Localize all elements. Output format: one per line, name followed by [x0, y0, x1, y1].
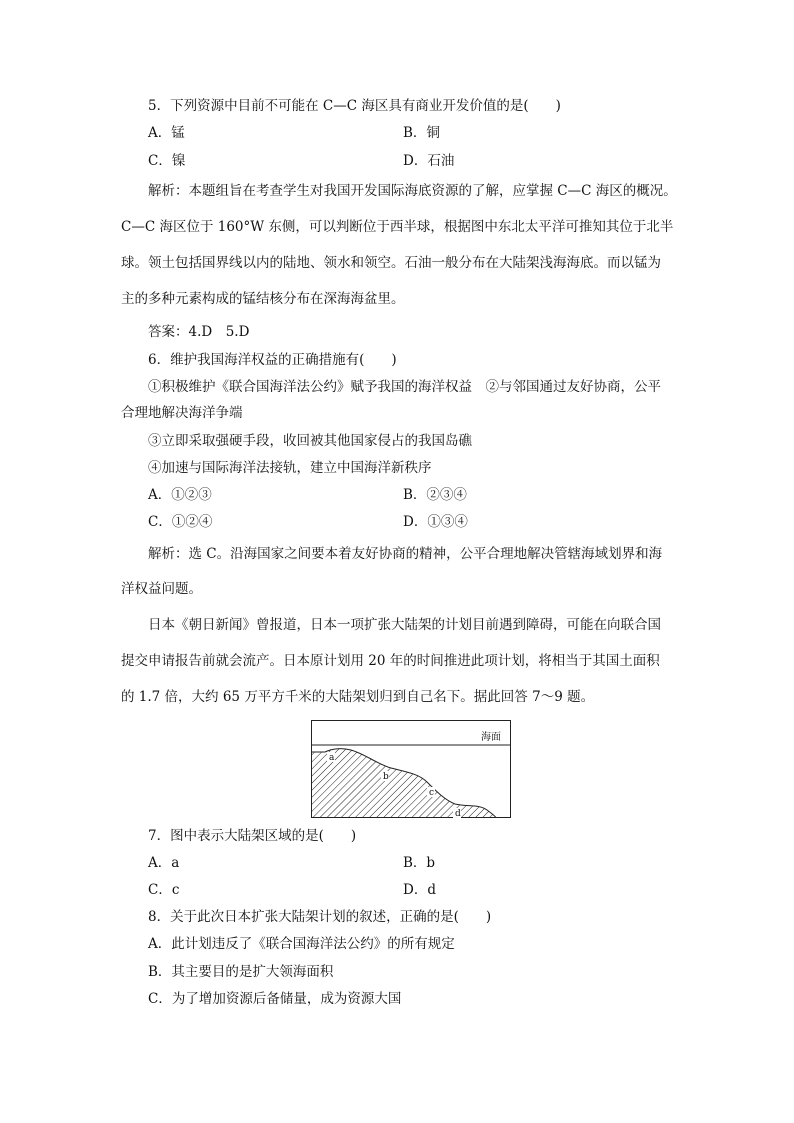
q5-option-b: B．铜 — [403, 125, 440, 141]
q6-item-1-cont: 合理地解决海洋争端 — [121, 405, 243, 421]
q8-option-b: B．其主要目的是扩大领海面积 — [148, 964, 334, 980]
q6-item-3: ③立即采取强硬手段，收回被其他国家侵占的我国岛礁 — [148, 433, 472, 449]
q6-item-4: ④加速与国际海洋法接轨，建立中国海洋新秩序 — [148, 460, 432, 476]
q8-option-a: A．此计划违反了《联合国海洋法公约》的所有规定 — [148, 936, 455, 952]
q5-option-c: C．镍 — [148, 153, 186, 169]
q5-stem: 5．下列资源中目前不可能在 C—C 海区具有商业开发价值的是( ) — [148, 98, 561, 114]
label-a: a — [329, 753, 335, 763]
q6-option-d: D．①③④ — [403, 514, 468, 530]
material-line-1: 日本《朝日新闻》曾报道，日本一项扩张大陆架的计划目前遇到障碍，可能在向联合国 — [148, 617, 661, 633]
q5-option-a: A．锰 — [148, 125, 185, 141]
q6-item-1: ①积极维护《联合国海洋法公约》赋予我国的海洋权益 ②与邻国通过友好协商，公平 — [148, 379, 661, 395]
q7-option-d: D．d — [403, 882, 436, 898]
analysis5-line-1: 解析：本题组旨在考查学生对我国开发国际海底资源的了解，应掌握 C—C 海区的概况。 — [148, 183, 677, 199]
q6-option-c: C．①②④ — [148, 514, 213, 530]
analysis5-line-2: C—C 海区位于 160°W 东侧，可以判断位于西半球，根据图中东北太平洋可推知其位于北半 — [121, 219, 674, 235]
analysis5-line-4: 主的多种元素构成的锰结核分布在深海海盆里。 — [121, 291, 405, 307]
q5-option-d: D．石油 — [403, 153, 455, 169]
q6-stem: 6．维护我国海洋权益的正确措施有( ) — [148, 352, 397, 368]
q7-option-a: A．a — [148, 855, 180, 871]
material-line-3: 的 1.7 倍，大约 65 万平方千米的大陆架划归到自己名下。据此回答 7～9 题。 — [121, 689, 595, 705]
analysis5-line-3: 球。领土包括国界线以内的陆地、领水和领空。石油一般分布在大陆架浅海海底。而以锰为 — [121, 255, 661, 271]
q7-option-c: C．c — [148, 882, 180, 898]
q6-option-a: A．①②③ — [148, 487, 212, 503]
label-b: b — [383, 772, 389, 782]
answer-4-5: 答案：4.D 5.D — [148, 324, 250, 340]
q6-option-b: B．②③④ — [403, 487, 467, 503]
q7-option-b: B．b — [403, 855, 436, 871]
continental-shelf-diagram — [311, 720, 511, 818]
q8-option-c: C．为了增加资源后备储量，成为资源大国 — [148, 991, 402, 1007]
label-d: d — [455, 809, 461, 818]
analysis6-line-1: 解析：选 C。沿海国家之间要本着友好协商的精神，公平合理地解决管辖海域划界和海 — [148, 546, 663, 562]
analysis6-line-2: 洋权益问题。 — [121, 581, 202, 597]
sea-surface-label: 海面 — [481, 732, 501, 743]
label-c: c — [429, 788, 435, 798]
q7-stem: 7．图中表示大陆架区域的是( ) — [148, 828, 357, 844]
q8-stem: 8．关于此次日本扩张大陆架计划的叙述，正确的是( ) — [148, 909, 492, 925]
material-line-2: 提交申请报告前就会流产。日本原计划用 20 年的时间推进此项计划，将相当于其国土面积 — [121, 653, 660, 669]
